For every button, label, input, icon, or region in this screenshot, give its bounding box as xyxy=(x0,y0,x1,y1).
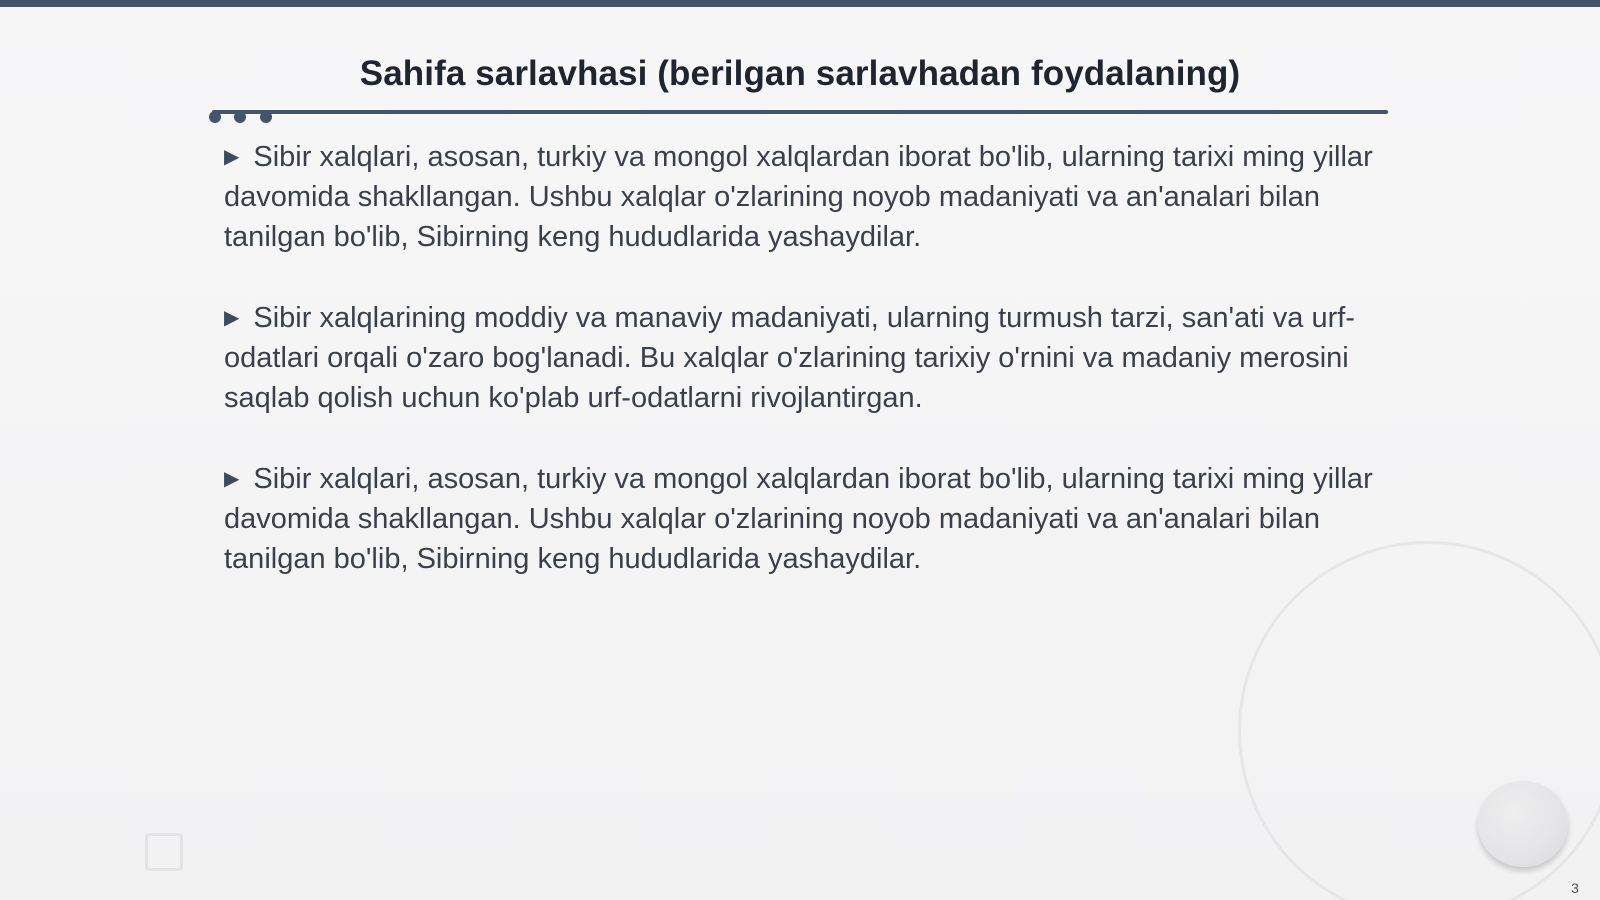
bullet-text-3: Sibir xalqlari, asosan, turkiy va mongol xalqlardan iborat bo'lib, ularning tarixi ming yillar davomida shakllangan. Ushbu xalqlar o'zlarining noyob madaniyati va an'analari bilan tanilgan bo'lib, Sibirning keng hududlarida yashaydilar. xyxy=(224,463,1373,575)
bullet-list xyxy=(224,137,1384,620)
triangle-bullet-icon: ▶ xyxy=(224,307,240,329)
triangle-bullet-icon: ▶ xyxy=(224,468,240,490)
bullet-text-2: Sibir xalqlarining moddiy va manaviy madaniyati, ularning turmush tarzi, san'ati va urf-odatlari orqali o'zaro bog'lanadi. Bu xalqlar o'zlarining tarixiy o'rnini va madaniy merosini saqlab qolish uchun ko'plab urf-odatlarni rivojlantirgan. xyxy=(224,302,1355,414)
top-accent-bar xyxy=(0,0,1600,7)
decorative-square xyxy=(145,833,183,871)
triangle-bullet-icon: ▶ xyxy=(224,146,240,168)
decorative-dot-1 xyxy=(209,111,221,123)
slide-title: Sahifa sarlavhasi (berilgan sarlavhadan foydalaning) xyxy=(359,54,1241,93)
bullet-item-2 xyxy=(224,298,1384,418)
decorative-sphere xyxy=(1478,781,1568,867)
title-underline xyxy=(212,110,1388,114)
decorative-dot-3 xyxy=(260,111,272,123)
page-number: 3 xyxy=(1571,880,1579,896)
decorative-dot-2 xyxy=(234,111,246,123)
bullet-item-1 xyxy=(224,137,1384,257)
bullet-text-1: Sibir xalqlari, asosan, turkiy va mongol xalqlardan iborat bo'lib, ularning tarixi ming yillar davomida shakllangan. Ushbu xalqlar o'zlarining noyob madaniyati va an'analari bilan tanilgan bo'lib, Sibirning keng hududlarida yashaydilar. xyxy=(224,141,1373,253)
bullet-item-3 xyxy=(224,459,1384,579)
